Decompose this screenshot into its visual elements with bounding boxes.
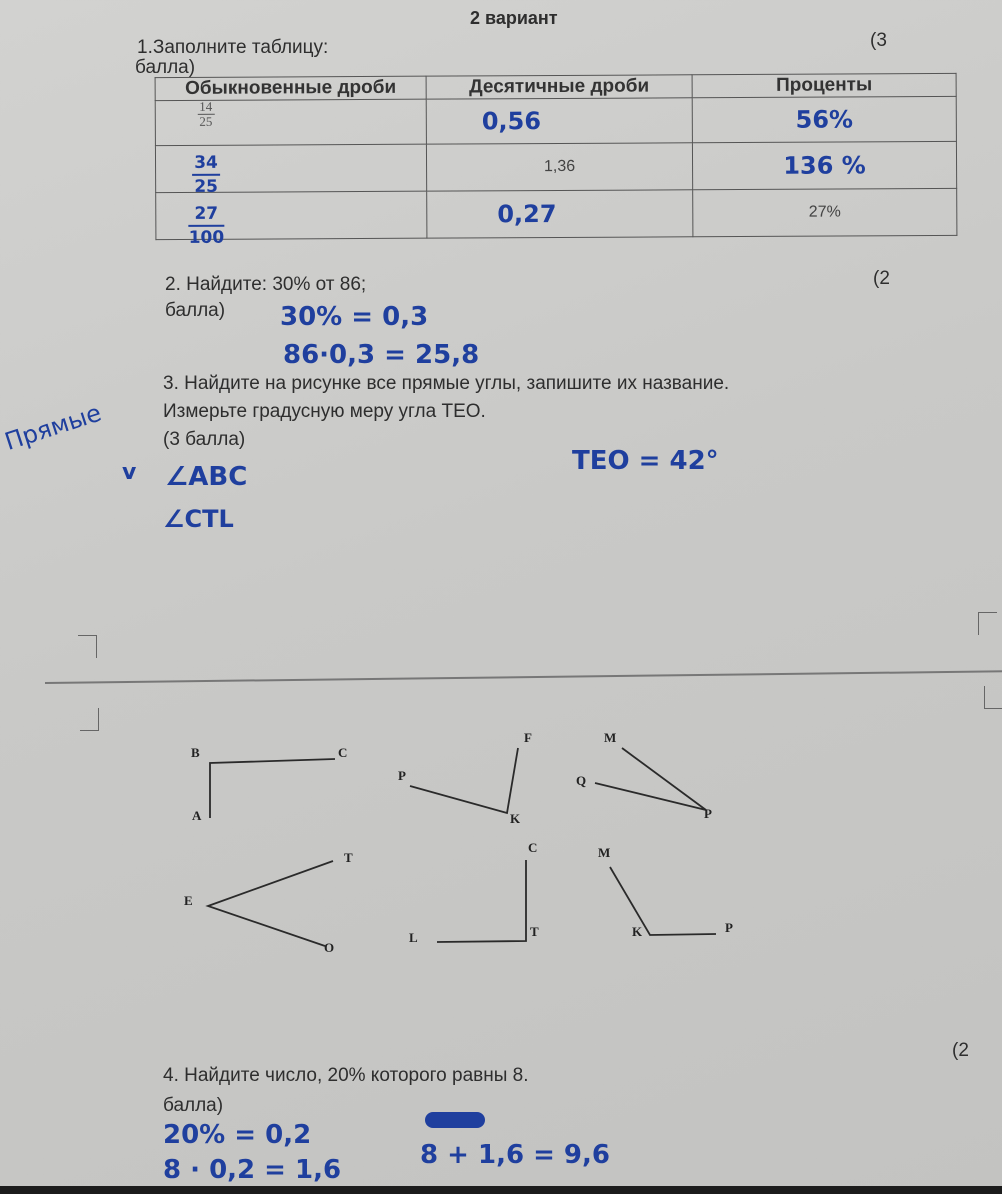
task4-title: 4. Найдите число, 20% которого равны 8.: [163, 1065, 529, 1086]
task3-line1: 3. Найдите на рисунке все прямые углы, запишите их название.: [163, 373, 730, 394]
label-t: T: [344, 850, 353, 865]
task2-points-open: (2: [873, 268, 890, 289]
hw-checkmark: v: [122, 460, 137, 485]
fractions-table: [155, 73, 958, 248]
label-p: P: [398, 768, 406, 783]
label-t2: T: [530, 924, 539, 939]
label-e: E: [184, 893, 193, 908]
cell-fraction: [155, 99, 426, 145]
task4-answer-line2: 8 · 0,2 = 1,6: [163, 1155, 342, 1185]
task2-answer-line1: 30% = 0,3: [280, 302, 429, 332]
cell-fraction: [155, 144, 426, 197]
task2-title: 2. Найдите: 30% от 86;: [165, 274, 367, 295]
label-q: Q: [576, 773, 587, 788]
label-o: O: [324, 940, 335, 955]
variant-title: 2 вариант: [470, 8, 558, 28]
corner-mark: [80, 708, 99, 731]
cell-percent: [692, 96, 956, 142]
table-row: [155, 141, 956, 192]
scribble-mark: [425, 1112, 485, 1128]
cell-fraction: [156, 191, 427, 248]
printed-decimal: 1,36: [543, 157, 576, 176]
angle-teo: [208, 861, 333, 946]
table-row: [155, 96, 956, 145]
cell-percent: [692, 141, 956, 189]
hw-decimal: 0,56: [481, 107, 542, 136]
fraction-denominator: 25: [199, 113, 213, 129]
label-c2: C: [528, 840, 538, 855]
fraction-numerator: 14: [197, 99, 214, 114]
task4-points-open: (2: [952, 1040, 969, 1061]
task1-points-open: (3: [870, 30, 887, 51]
label-p3: P: [725, 920, 733, 935]
angle-mkp: [610, 867, 716, 935]
label-a: A: [192, 808, 202, 823]
label-m: M: [604, 730, 617, 745]
fraction-denominator: 25: [194, 176, 219, 197]
hw-decimal: 0,27: [497, 199, 557, 229]
bottom-edge-shadow: [0, 1186, 1002, 1194]
task2-answer-line2: 86·0,3 = 25,8: [283, 340, 480, 370]
hw-percent: 56%: [795, 105, 854, 134]
task1-title: 1.Заполните таблицу:: [137, 37, 329, 58]
cell-decimal: [427, 190, 693, 238]
label-f: F: [524, 730, 532, 745]
corner-mark: [78, 635, 97, 658]
task4-answer-line1: 20% = 0,2: [163, 1120, 312, 1150]
hw-angle-teo-measure: TEO = 42°: [572, 446, 719, 476]
hw-fraction: [188, 203, 224, 249]
table-row: [156, 188, 957, 239]
hw-fraction: [192, 152, 220, 198]
task4-answer-line3: 8 + 1,6 = 9,6: [420, 1140, 610, 1170]
label-k2: K: [632, 924, 643, 939]
angle-pkf: [410, 748, 518, 813]
task1-points-close: балла): [135, 57, 196, 78]
cell-percent: [693, 188, 957, 236]
angle-ltc: [437, 860, 526, 942]
label-p2: P: [704, 806, 712, 821]
label-b: B: [191, 745, 200, 760]
page-fold-line: [45, 670, 1002, 683]
corner-mark: [978, 612, 997, 635]
label-c: C: [338, 745, 348, 760]
fraction-denominator: 100: [188, 227, 225, 248]
corner-mark: [984, 686, 1002, 709]
fraction-numerator: 27: [188, 203, 224, 227]
cell-decimal: [426, 98, 692, 144]
hw-angle-ctl: ∠CTL: [163, 505, 234, 533]
task2-points-close: балла): [165, 300, 226, 321]
label-k: K: [510, 811, 521, 826]
task3-line3: (3 балла): [163, 429, 246, 450]
task4-points-close: балла): [163, 1095, 224, 1116]
angle-abc: [210, 759, 335, 818]
hw-right-angles-label: Прямые: [1, 398, 105, 456]
header-common-fractions: Обыкновенные дроби: [155, 76, 426, 100]
hw-percent: 136 %: [783, 151, 866, 180]
label-l: L: [409, 930, 418, 945]
printed-fraction: [197, 99, 214, 128]
hw-angle-abc: ∠ABC: [165, 462, 248, 492]
task3-line2: Измерьте градусную меру угла TEO.: [163, 401, 486, 422]
header-decimals: Десятичные дроби: [426, 75, 692, 99]
label-m2: M: [598, 845, 611, 860]
cell-decimal: [426, 143, 692, 191]
header-percents: Проценты: [692, 73, 956, 97]
printed-percent: 27%: [808, 203, 841, 221]
fraction-numerator: 34: [192, 152, 220, 176]
angle-mqp: [595, 748, 706, 810]
